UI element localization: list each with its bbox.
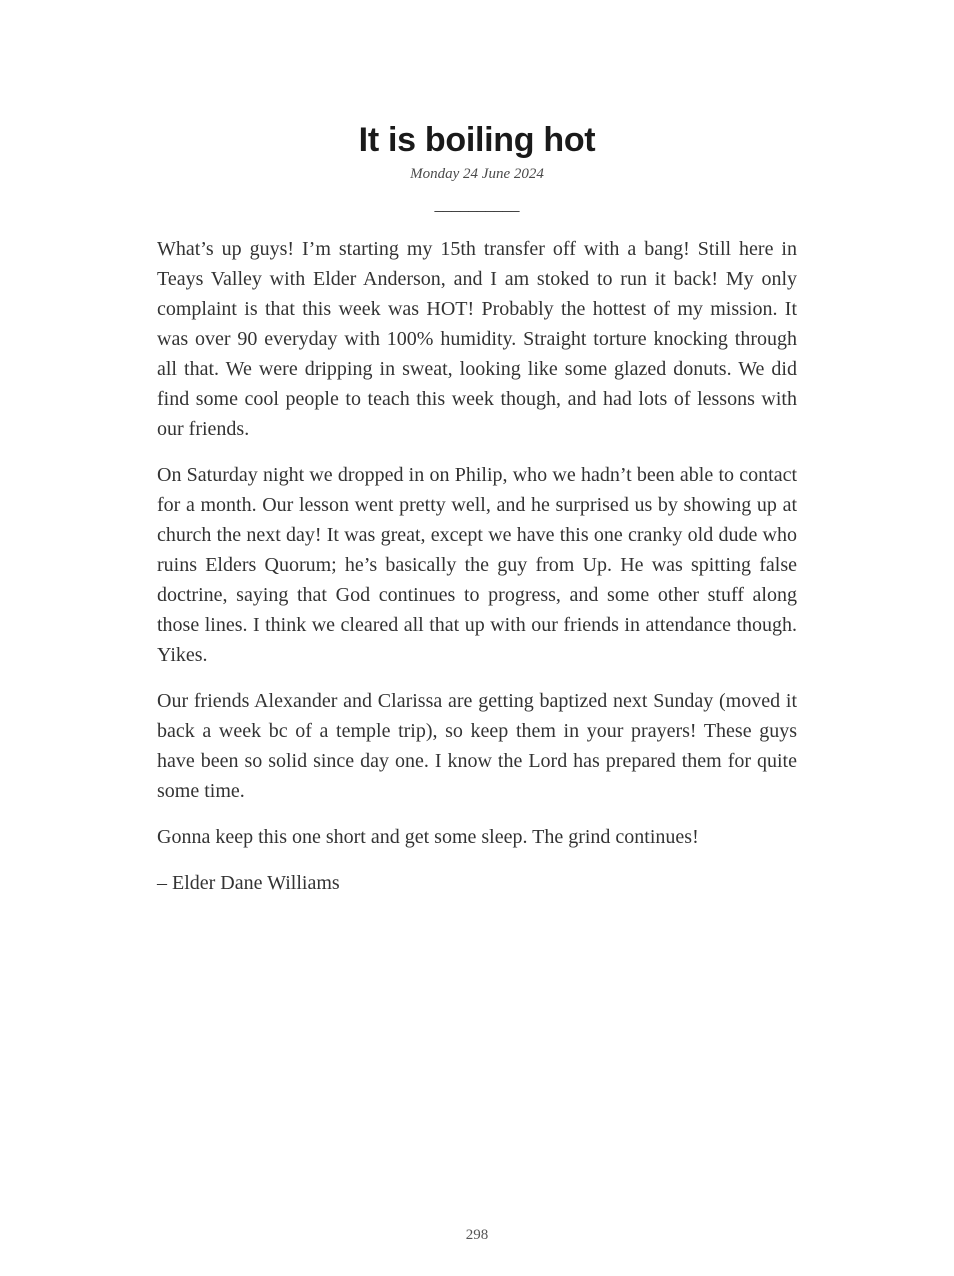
page-content [157, 0, 797, 898]
section-divider: __________ [434, 195, 520, 214]
body-paragraph: On Saturday night we dropped in on Philip, who we hadn’t been able to contact for a month. Our lesson went pretty well, and he surprised us by showing up at church the next day! It was great, except we have this one cranky old dude who ruins Elders Quorum; he’s basically the guy from Up. He was spitting false doctrine, saying that God continues to progress, and some other stuff along those lines. I think we cleared all that up with our friends in attendance though. Yikes. [157, 464, 797, 666]
signature: – Elder Dane Williams [157, 872, 340, 894]
article-body [157, 234, 797, 852]
body-paragraph: Our friends Alexander and Clarissa are getting baptized next Sunday (moved it back a week bc of a temple trip), so keep them in your prayers! These guys have been so solid since day one. I know the Lord has prepared them for quite some time. [157, 690, 797, 802]
page-number: 298 [465, 1227, 489, 1243]
body-paragraph: Gonna keep this one short and get some sleep. The grind continues! [157, 826, 699, 848]
entry-date: Monday 24 June 2024 [410, 166, 544, 182]
page-title: It is boiling hot [358, 121, 596, 159]
body-paragraph: What’s up guys! I’m starting my 15th transfer off with a bang! Still here in Teays Valley with Elder Anderson, and I am stoked to run it back! My only complaint is that this week was HOT! Probably the hottest of my mission. It was over 90 everyday with 100% humidity. Straight torture knocking through all that. We were dripping in sweat, looking like some glazed donuts. We did find some cool people to teach this week though, and had lots of lessons with our friends. [157, 238, 797, 440]
